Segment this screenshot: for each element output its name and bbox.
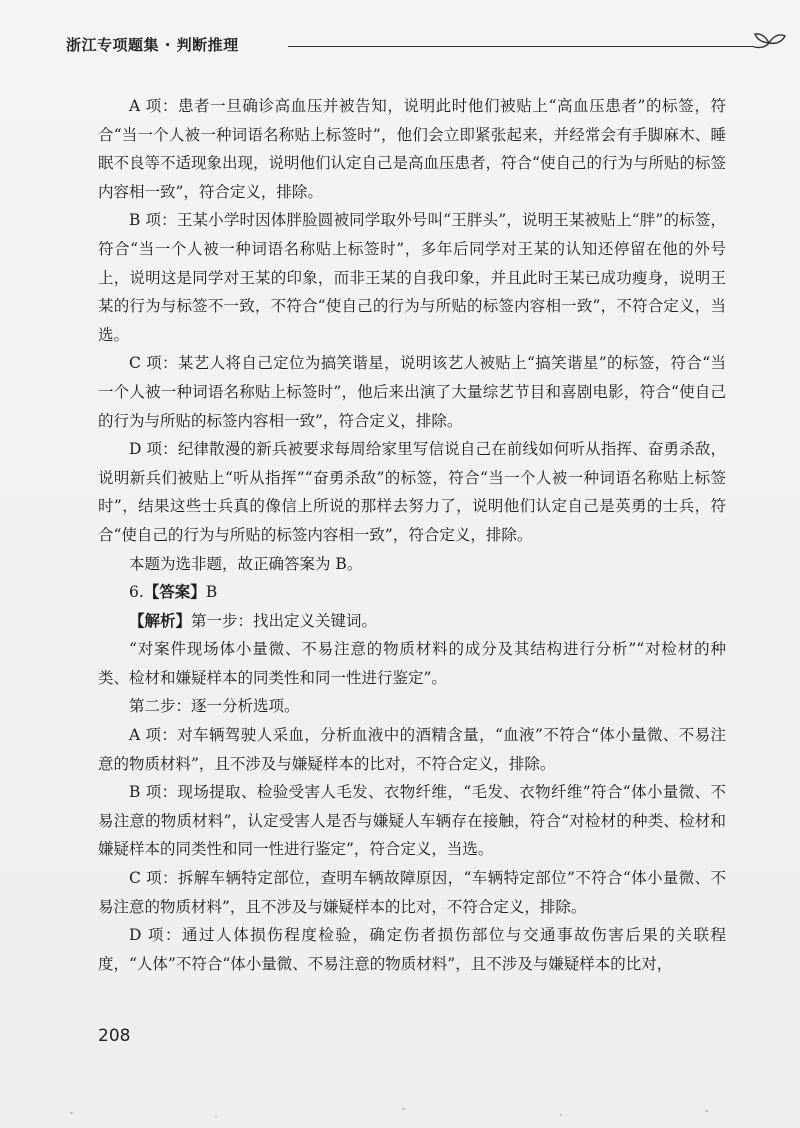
- analysis-option-a: A 项：对车辆驾驶人采血，分析血液中的酒精含量，“血液”不符合“体小量微、不易注意的物质材料”，且不涉及与嫌疑样本的比对，不符合定义，排除。: [98, 726, 726, 773]
- analysis-option-d: D 项：通过人体损伤程度检验，确定伤者损伤部位与交通事故伤害后果的关联程度，“人体”不符合“体小量微、不易注意的物质材料”，且不涉及与嫌疑样本的比对，: [98, 926, 726, 973]
- answer-value: B: [205, 583, 218, 602]
- scan-speck: [70, 1112, 73, 1114]
- sprout-icon: [750, 28, 788, 58]
- paragraph-option-b: B 项：王某小学时因体胖脸圆被同学取外号叫“王胖头”，说明王某被贴上“胖”的标签，符合“当一个人被一种词语名称贴上标签时”，多年后同学对王某的认知还停留在他的外号上，说明这是同学对王某的印象，而非王某的自我印象，并且此时王某已成功瘦身，说明王某的行为与标签不一致，不符合“使自己的行为与所贴的标签内容相一致”，不符合定义，当选。: [98, 211, 726, 344]
- definition-keywords: “对案件现场体小量微、不易注意的物质材料的成分及其结构进行分析”“对检材的种类、检材和嫌疑样本的同类性和同一性进行鉴定”。: [98, 640, 726, 687]
- paragraph-option-d: D 项：纪律散漫的新兵被要求每周给家里写信说自己在前线如何听从指挥、奋勇杀敌，说明新兵们被贴上“听从指挥”“奋勇杀敌”的标签，符合“当一个人被一种词语名称贴上标签时”，结果这些士兵真的像信上所说的那样去努力了，说明他们认定自己是英勇的士兵，符合“使自己的行为与所贴的标签内容相一致”，符合定义，排除。: [98, 440, 726, 544]
- answer-tag: 【答案】: [143, 582, 206, 602]
- paragraph-option-c: C 项：某艺人将自己定位为搞笑谐星，说明该艺人被贴上“搞笑谐星”的标签，符合“当一个人被一种词语名称贴上标签时”，他后来出演了大量综艺节目和喜剧电影，符合“使自己的行为与所贴的标签内容相一致”，符合定义，排除。: [98, 354, 726, 430]
- scan-speck: [402, 1108, 405, 1110]
- scan-speck: [705, 1110, 708, 1112]
- analysis-step1: 第一步：找出定义关键词。: [191, 611, 378, 630]
- analysis-option-b: B 项：现场提取、检验受害人毛发、衣物纤维，“毛发、衣物纤维”符合“体小量微、不易注意的物质材料”，认定受害人是否与嫌疑人车辆存在接触，符合“对检材的种类、检材和嫌疑样本的同类性和同一性进行鉴定”，符合定义，当选。: [98, 783, 726, 859]
- analysis-tag: 【解析】: [129, 610, 192, 630]
- scan-speck: [560, 1114, 562, 1116]
- analysis-line: [98, 607, 726, 636]
- analysis-option-c: C 项：拆解车辆特定部位，查明车辆故障原因，“车辆特定部位”不符合“体小量微、不易注意的物质材料”，且不涉及与嫌疑样本的比对，不符合定义，排除。: [98, 869, 726, 916]
- header-rule: [288, 46, 754, 47]
- paragraph-conclusion: 本题为选非题，故正确答案为 B。: [129, 554, 363, 573]
- main-content: [98, 92, 726, 978]
- running-header: [66, 26, 746, 60]
- answer-line: [98, 578, 726, 607]
- scan-speck: [215, 1116, 217, 1118]
- page-number: 208: [98, 1026, 131, 1046]
- question-number: 6.: [129, 583, 144, 602]
- paragraph-option-a: A 项：患者一旦确诊高血压并被告知，说明此时他们被贴上“高血压患者”的标签，符合“当一个人被一种词语名称贴上标签时”，他们会立即紧张起来，并经常会有手脚麻木、睡眠不良等不适现象出现，说明他们认定自己是高血压患者，符合“使自己的行为与所贴的标签内容相一致”，符合定义，排除。: [98, 97, 726, 201]
- analysis-step2: 第二步：逐一分析选项。: [129, 697, 300, 716]
- header-title: 浙江专项题集 · 判断推理: [66, 36, 239, 54]
